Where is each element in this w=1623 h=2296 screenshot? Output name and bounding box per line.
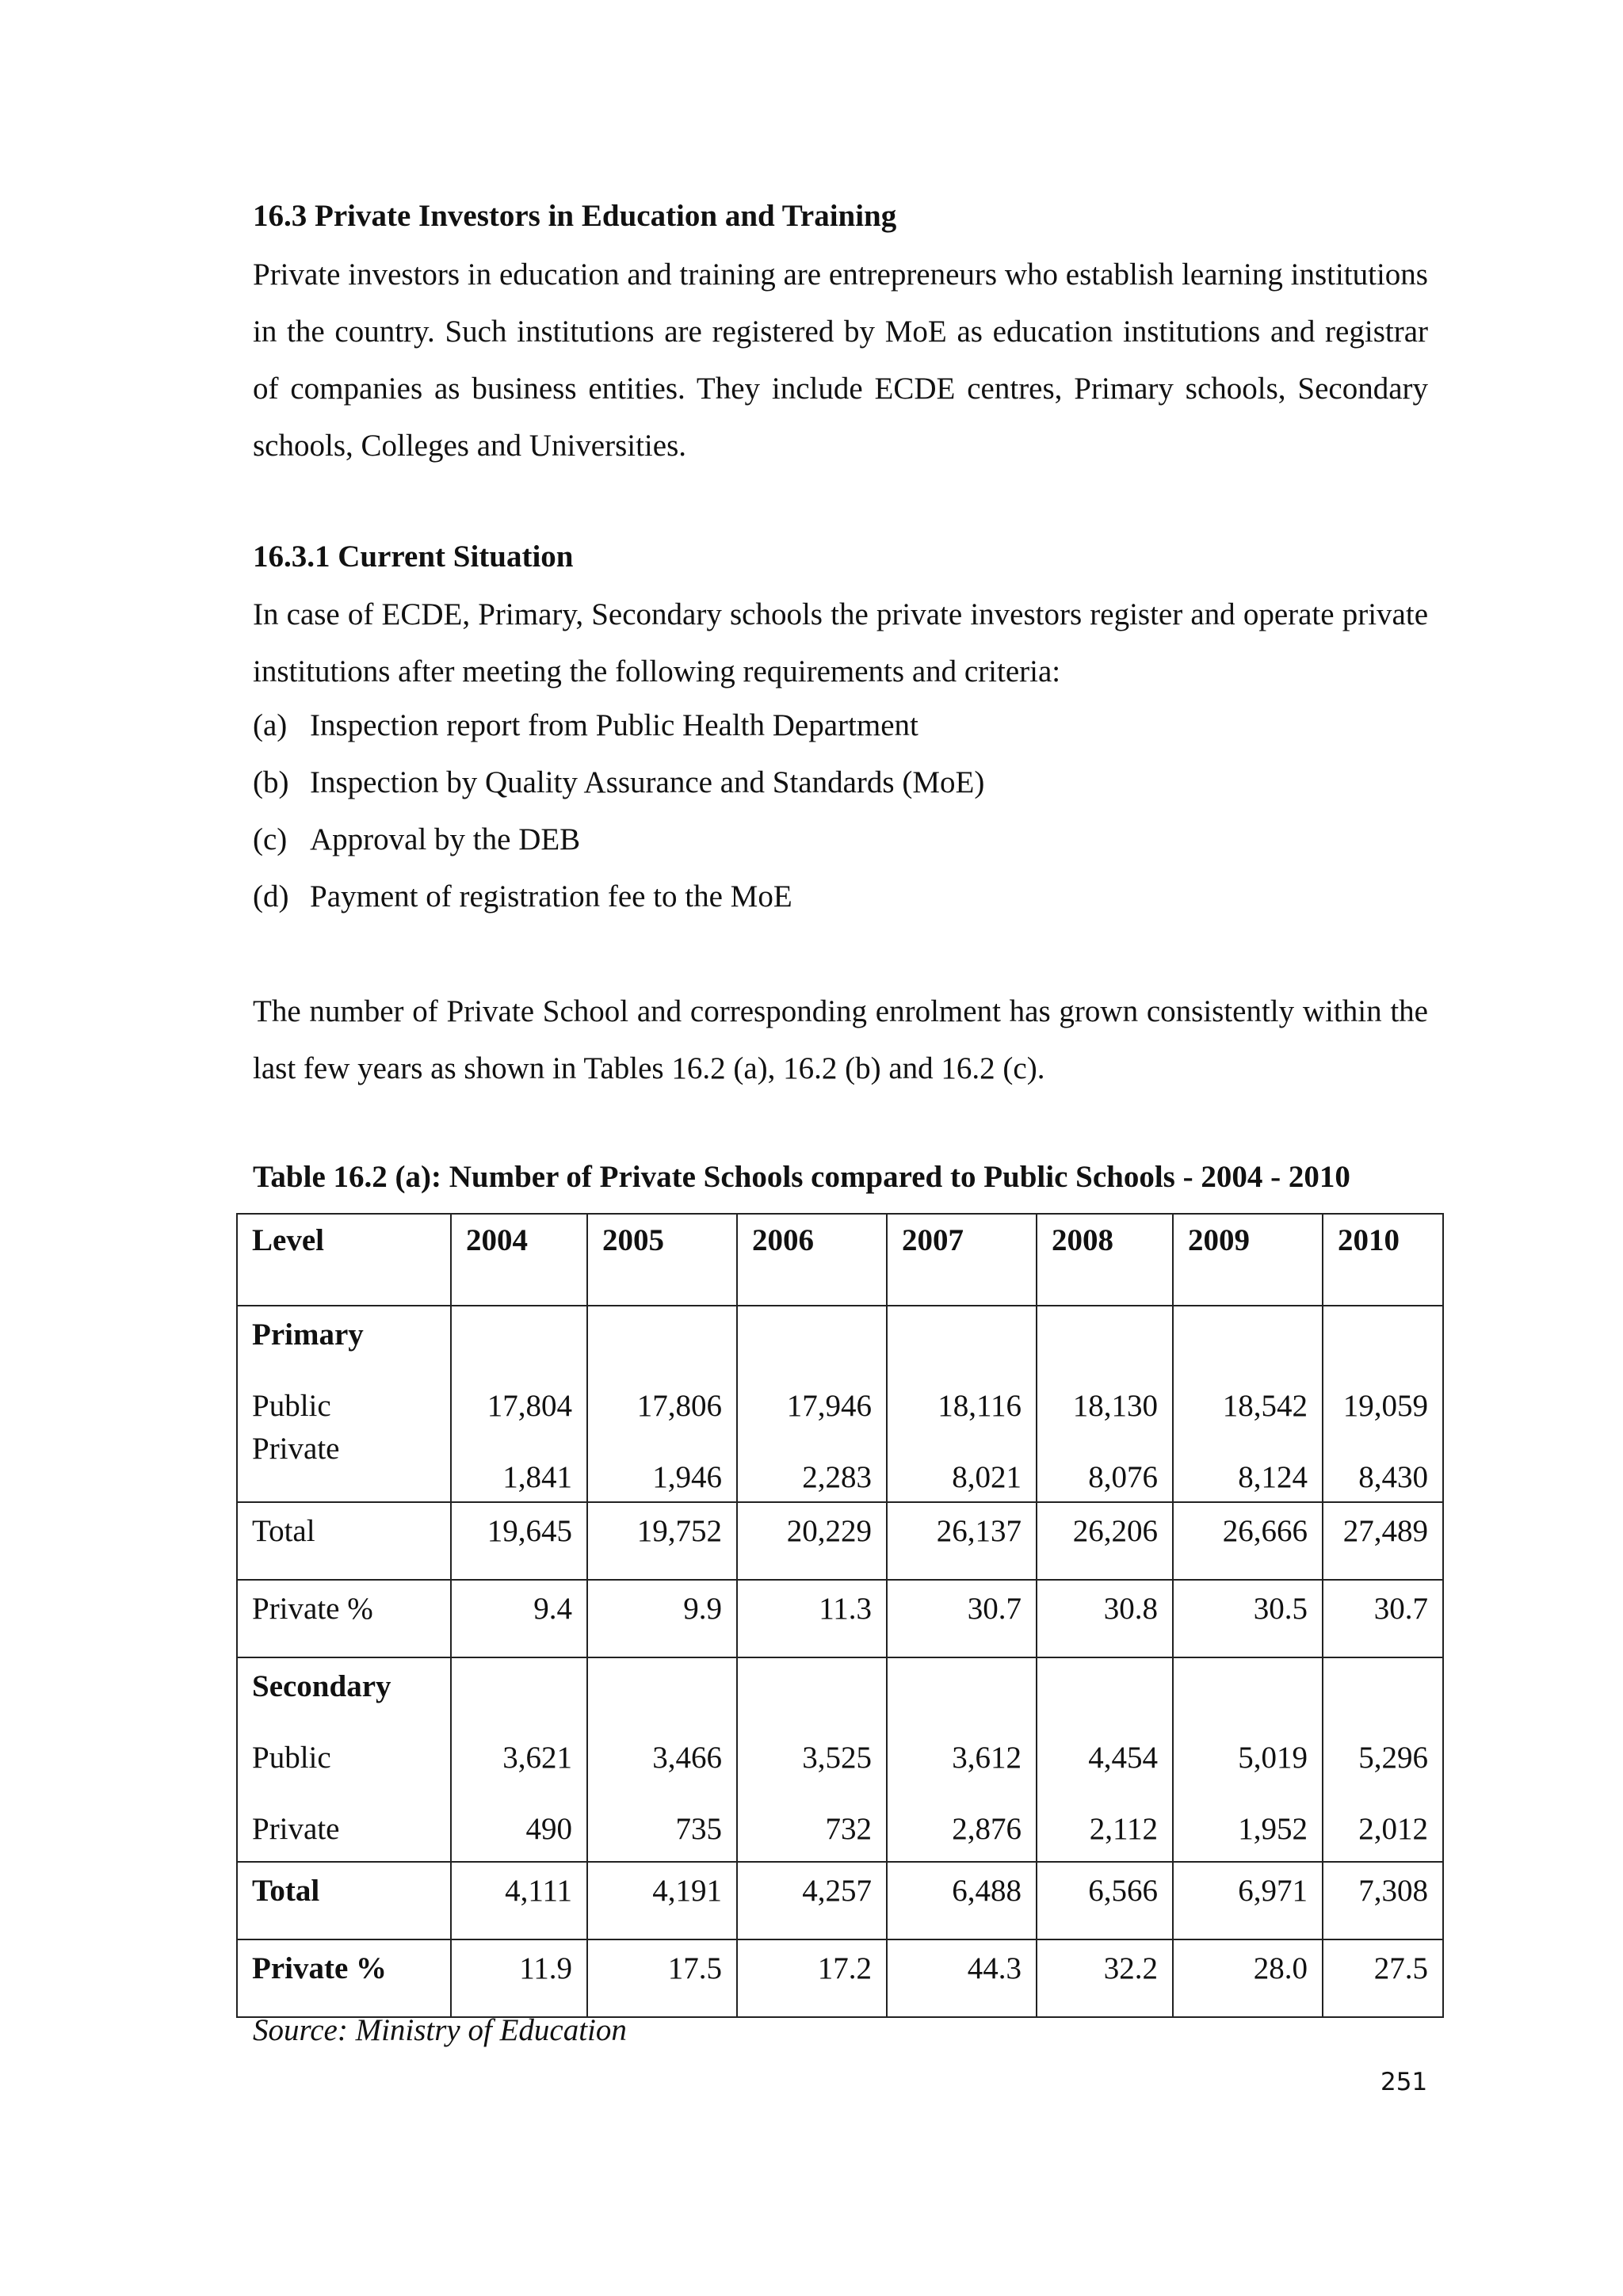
data-cell: 4,111 (451, 1862, 587, 1939)
row-label-cell: Private % (237, 1939, 451, 2017)
data-cell: 32.2 (1037, 1939, 1173, 2017)
data-cell (451, 1657, 587, 1862)
data-cell: 6,971 (1173, 1862, 1323, 1939)
list-marker: (d) (253, 879, 289, 913)
requirement-item-c (253, 822, 580, 857)
public-value: 4,454 (1088, 1741, 1158, 1775)
data-cell: 30.7 (1323, 1580, 1443, 1657)
data-cell: 30.8 (1037, 1580, 1173, 1657)
page-number: 251 (1381, 2068, 1428, 2096)
header-cell: Level (237, 1214, 451, 1306)
section-heading: 16.3 Private Investors in Education and Training (253, 199, 897, 233)
requirement-item-a (253, 707, 918, 743)
private-value: 2,876 (952, 1812, 1022, 1846)
data-cell: 27.5 (1323, 1939, 1443, 2017)
public-value: 17,946 (786, 1389, 872, 1423)
table-row-primary-total (237, 1502, 1443, 1580)
header-cell: 2007 (887, 1214, 1037, 1306)
private-schools-table (236, 1213, 1444, 2018)
private-value: 8,076 (1088, 1460, 1158, 1494)
private-value: 8,021 (952, 1460, 1022, 1494)
data-cell: 27,489 (1323, 1502, 1443, 1580)
data-cell: 7,308 (1323, 1862, 1443, 1939)
data-cell: 26,137 (887, 1502, 1037, 1580)
table-caption: Table 16.2 (a): Number of Private Schools compared to Public Schools - 2004 - 2010 (253, 1160, 1350, 1194)
data-cell: 20,229 (737, 1502, 887, 1580)
data-cell: 9.4 (451, 1580, 587, 1657)
data-cell (1173, 1657, 1323, 1862)
requirement-item-b (253, 765, 984, 800)
data-cell (887, 1306, 1037, 1502)
data-cell: 17.5 (587, 1939, 737, 2017)
row-label-cell: Total (237, 1862, 451, 1939)
data-cell (451, 1306, 587, 1502)
public-value: 3,612 (952, 1741, 1022, 1775)
private-value: 1,841 (502, 1460, 572, 1494)
data-cell: 30.7 (887, 1580, 1037, 1657)
header-cell: 2008 (1037, 1214, 1173, 1306)
private-value: 732 (825, 1812, 872, 1846)
list-text: Approval by the DEB (310, 822, 581, 856)
secondary-group-label: Secondary (252, 1669, 391, 1703)
data-cell: 28.0 (1173, 1939, 1323, 2017)
data-cell (1173, 1306, 1323, 1502)
data-cell: 11.3 (737, 1580, 887, 1657)
private-label: Private (252, 1432, 340, 1466)
public-value: 5,019 (1238, 1741, 1308, 1775)
row-label-cell: Private % (237, 1580, 451, 1657)
data-cell: 9.9 (587, 1580, 737, 1657)
data-cell: 26,206 (1037, 1502, 1173, 1580)
list-text: Payment of registration fee to the MoE (310, 879, 792, 913)
data-cell: 44.3 (887, 1939, 1037, 2017)
table-header-row (237, 1214, 1443, 1306)
list-text: Inspection by Quality Assurance and Standards (MoE) (310, 765, 985, 799)
table-row-primary (237, 1306, 1443, 1502)
data-cell (1323, 1657, 1443, 1862)
row-label-cell (237, 1306, 451, 1502)
table-source: Source: Ministry of Education (253, 2013, 627, 2047)
public-value: 5,296 (1358, 1741, 1428, 1775)
data-cell: 4,257 (737, 1862, 887, 1939)
data-cell: 4,191 (587, 1862, 737, 1939)
data-cell: 30.5 (1173, 1580, 1323, 1657)
row-label-cell: Total (237, 1502, 451, 1580)
data-cell: 19,645 (451, 1502, 587, 1580)
public-value: 3,466 (652, 1741, 722, 1775)
public-value: 3,621 (502, 1741, 572, 1775)
subsection-paragraph: In case of ECDE, Primary, Secondary schools the private investors register and operate private institutions after meeting the following requirements and criteria: (253, 597, 1428, 688)
data-cell: 6,488 (887, 1862, 1037, 1939)
private-value: 2,012 (1358, 1812, 1428, 1846)
public-value: 18,542 (1222, 1389, 1308, 1423)
data-cell: 11.9 (451, 1939, 587, 2017)
primary-sublabels (252, 1383, 436, 1479)
table-row-secondary-total (237, 1862, 1443, 1939)
data-cell (1037, 1306, 1173, 1502)
public-label: Public (252, 1389, 331, 1423)
private-value: 2,112 (1089, 1812, 1158, 1846)
data-cell (1037, 1657, 1173, 1862)
subsection-heading: 16.3.1 Current Situation (253, 540, 574, 574)
header-cell: 2009 (1173, 1214, 1323, 1306)
data-cell: 19,752 (587, 1502, 737, 1580)
data-cell: 17.2 (737, 1939, 887, 2017)
public-value: 18,116 (938, 1389, 1022, 1423)
private-value: 490 (525, 1812, 572, 1846)
private-value: 2,283 (802, 1460, 872, 1494)
table-row-secondary (237, 1657, 1443, 1862)
data-cell (737, 1306, 887, 1502)
data-cell (887, 1657, 1037, 1862)
data-cell: 26,666 (1173, 1502, 1323, 1580)
private-value: 8,124 (1238, 1460, 1308, 1494)
header-cell: 2010 (1323, 1214, 1443, 1306)
table-row-secondary-pct (237, 1939, 1443, 2017)
list-text: Inspection report from Public Health Department (310, 708, 918, 742)
header-cell: 2006 (737, 1214, 887, 1306)
public-value: 19,059 (1342, 1389, 1428, 1423)
private-value: 735 (675, 1812, 722, 1846)
public-label: Public (252, 1741, 331, 1775)
private-label: Private (252, 1812, 340, 1846)
public-value: 3,525 (802, 1741, 872, 1775)
private-value: 1,952 (1238, 1812, 1308, 1846)
table-row-primary-pct (237, 1580, 1443, 1657)
data-cell (587, 1657, 737, 1862)
data-cell (587, 1306, 737, 1502)
list-marker: (b) (253, 765, 289, 799)
data-cell: 6,566 (1037, 1862, 1173, 1939)
list-marker: (c) (253, 822, 288, 856)
private-value: 1,946 (652, 1460, 722, 1494)
primary-group-label: Primary (252, 1318, 364, 1352)
section-paragraph: Private investors in education and training are entrepreneurs who establish learning institutions in the country. Such institutions are registered by MoE as education institutions and registrar of companies as business entities. They include ECDE centres, Primary schools, Secondary schools, Colleges and Universities. (253, 257, 1428, 463)
public-value: 17,804 (487, 1389, 572, 1423)
list-marker: (a) (253, 708, 288, 742)
public-value: 18,130 (1072, 1389, 1158, 1423)
closing-paragraph: The number of Private School and corresponding enrolment has grown consistently within the last few years as shown in Tables 16.2 (a), 16.2 (b) and 16.2 (c). (253, 994, 1428, 1085)
private-value: 8,430 (1358, 1460, 1428, 1494)
data-cell (737, 1657, 887, 1862)
row-label-cell (237, 1657, 451, 1862)
requirement-item-d (253, 879, 792, 914)
public-value: 17,806 (636, 1389, 722, 1423)
data-cell (1323, 1306, 1443, 1502)
header-cell: 2004 (451, 1214, 587, 1306)
header-cell: 2005 (587, 1214, 737, 1306)
